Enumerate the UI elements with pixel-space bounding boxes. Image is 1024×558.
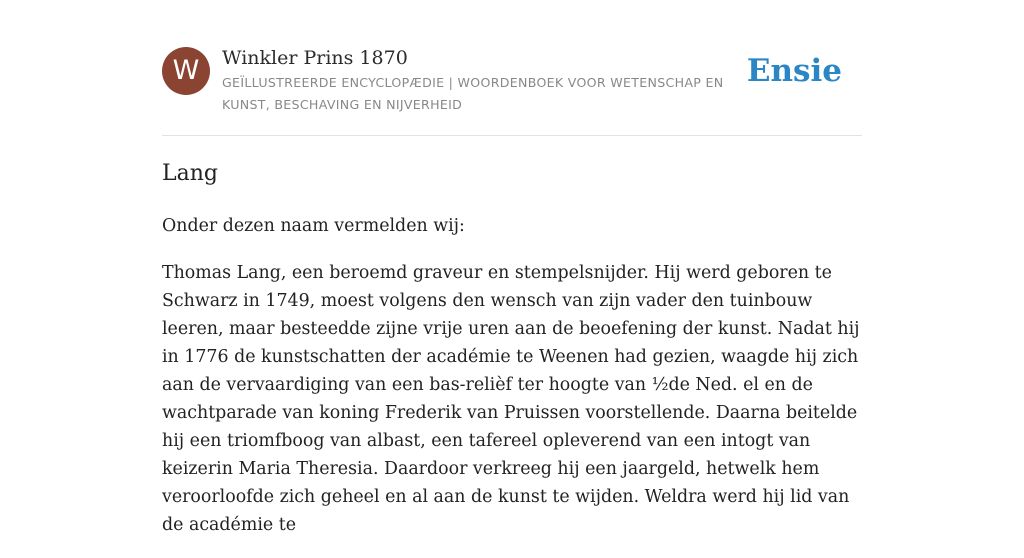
source-title[interactable]: Winkler Prins 1870 <box>222 47 408 69</box>
ensie-logo-link[interactable]: Ensie <box>746 53 842 89</box>
source-avatar[interactable]: W <box>162 47 210 95</box>
entry-body <box>162 212 862 558</box>
entry-title: Lang <box>162 161 218 186</box>
source-header <box>162 46 862 116</box>
entry-paragraph-intro: Onder dezen naam vermelden wij: <box>162 216 465 236</box>
source-subtitle: GEÏLLUSTREERDE ENCYCLOPÆDIE | WOORDENBOEK VOOR WETENSCHAP EN KUNST, BESCHAVING EN NIJVERHEID <box>222 75 724 112</box>
header-divider <box>162 135 862 136</box>
entry-paragraph-thomas-lang: Thomas Lang, een beroemd graveur en stempelsnijder. Hij werd geboren te Schwarz in 1749, moest volgens den wensch van zijn vader den tuinbouw leeren, maar besteedde zijne vrije uren aan de beoefening der kunst. Nadat hij in 1776 de kunstschatten der académie te Weenen had gezien, waagde hij zich aan de vervaardiging van een bas-relièf ter hoogte van ½de Ned. el en de wachtparade van koning Frederik van Pruissen voorstellende. Daarna beitelde hij een triomfboog van albast, een tafereel opleverend van een intogt van keizerin Maria Theresia. Daardoor verkreeg hij een jaargeld, hetwelk hem veroorloofde zich geheel en al aan de kunst te wijden. Weldra werd hij lid van de académie te <box>162 263 860 535</box>
